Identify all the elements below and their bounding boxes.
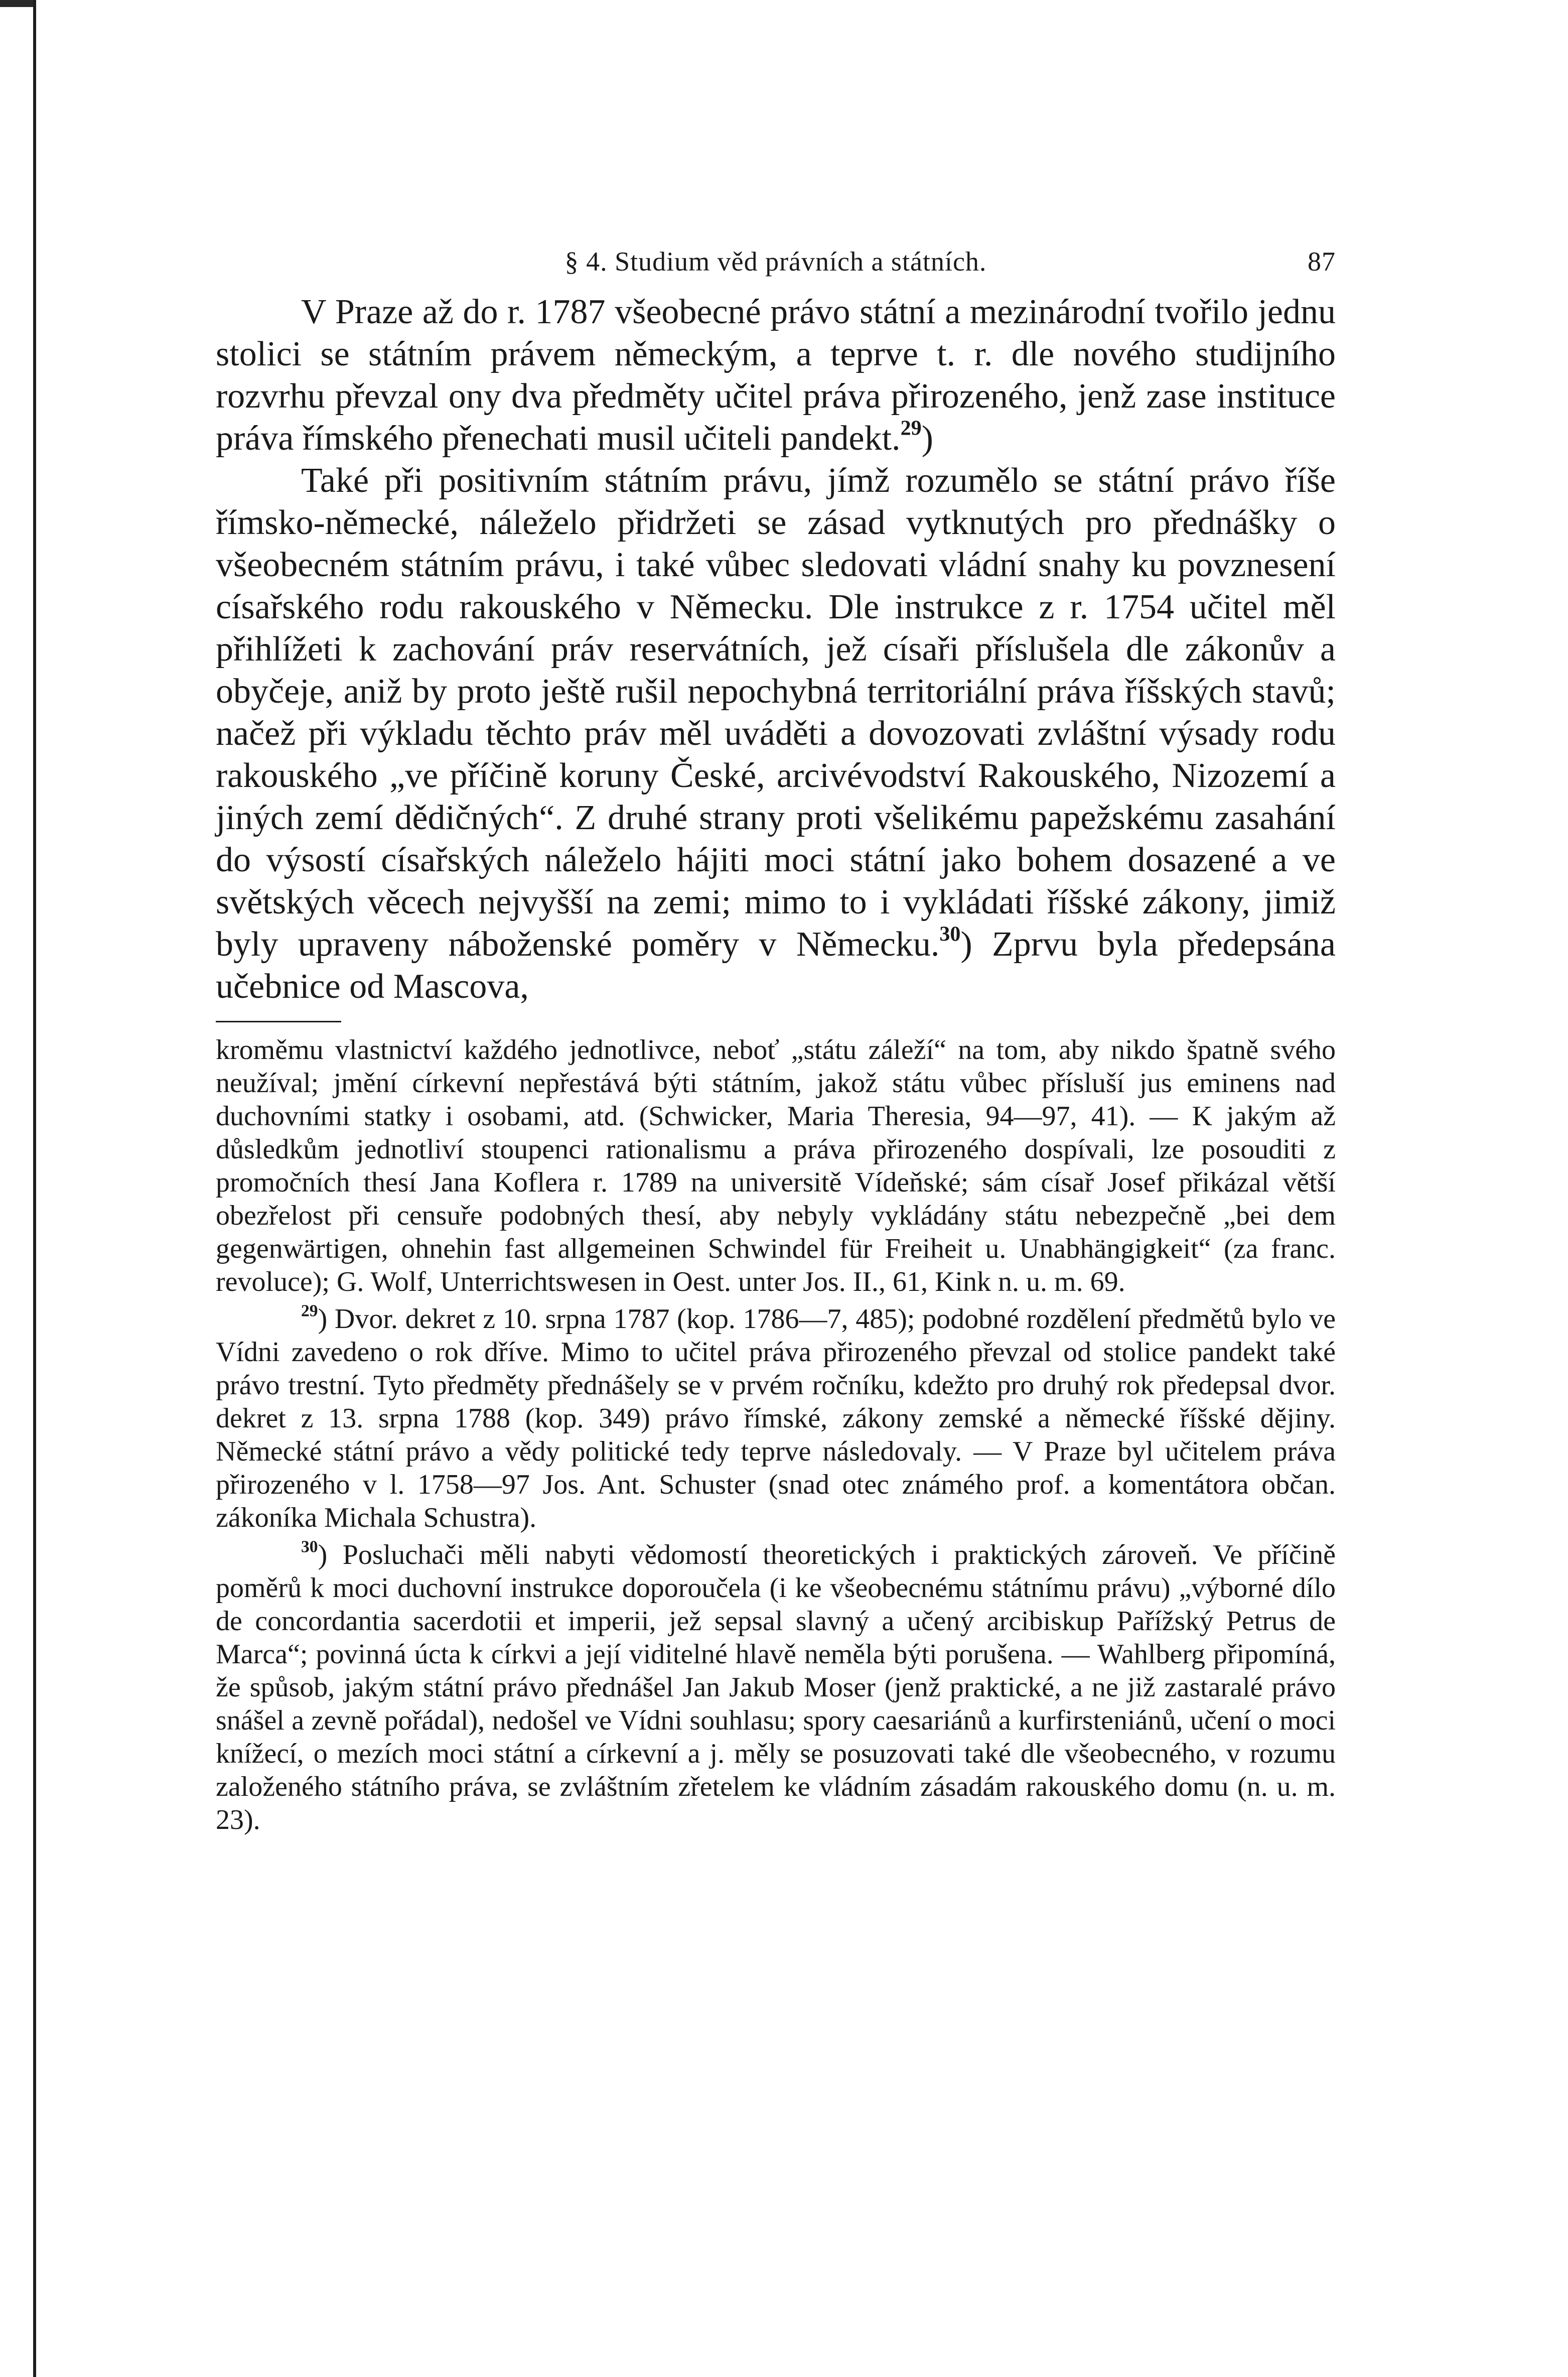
footnote-29 — [216, 1302, 1336, 1534]
book-page — [216, 236, 1336, 1836]
footnote-30-text: ) Posluchači měli nabyti vědomostí theoretických i praktických zároveň. Ve příčině poměrů k moci duchovní instrukce doporoučela (i ke všeobecnému státnímu právu) „výborné dílo de concordantia sacerdotii et imperii, jež sepsal slavný a učený arcibiskup Pařížský Petrus de Marca“; povinná úcta k církvi a její viditelné hlavě neměla býti porušena. — Wahlberg připomíná, že spůsob, jakým státní právo přednášel Jan Jakub Moser (jenž praktické, a ne již zastaralé právo snášel a zevně pořádal), nedošel ve Vídni souhlasu; spory caesariánů a kurfirsteniánů, učení o moci knížecí, o mezích moci státní a církevní a j. měly se posuzovati také dle všeobecného, v rozumu založeného státního práva, se zvláštním zřetelem ke vládním zásadám rakouského domu (n. u. m. 23). — [216, 1539, 1336, 1835]
main-text — [216, 291, 1336, 1008]
footnote-29-text: ) Dvor. dekret z 10. srpna 1787 (kop. 1786—7, 485); podobné rozdělení předmětů bylo ve Vídni zavedeno o rok dříve. Mimo to učitel práva přirozeného převzal od stolice pandekt také právo trestní. Tyto předměty přednášely se v prvém ročníku, kdežto pro druhý rok předepsal dvor. dekret z 13. srpna 1788 (kop. 349) právo římské, zákony zemské a německé říšské dějiny. Německé státní právo a vědy politické tedy teprve následovaly. — V Praze byl učitelem práva přirozeného v l. 1758—97 Jos. Ant. Schuster (snad otec známého prof. a komentátora občan. zákoníka Michala Schustra). — [216, 1303, 1336, 1533]
paragraph-2 — [216, 460, 1336, 1008]
footnote-30 — [216, 1538, 1336, 1836]
paragraph-1 — [216, 291, 1336, 460]
footnotes — [216, 1033, 1336, 1836]
section-title: § 4. Studium věd právních a státních. — [564, 246, 987, 277]
footnote-30-marker: 30 — [301, 1537, 318, 1556]
footnote-29-marker: 29 — [301, 1301, 318, 1320]
scan-edge-top — [0, 0, 36, 7]
footnote-divider — [216, 1021, 341, 1022]
page-number: 87 — [1308, 246, 1336, 277]
footnote-ref-30: 30 — [939, 922, 961, 946]
footnote-ref-29: 29 — [900, 417, 922, 440]
paragraph-1-text: V Praze až do r. 1787 všeobecné právo státní a mezinárodní tvořilo jednu stolici se státním právem německým, a teprve t. r. dle nového studijního rozvrhu převzal ony dva předměty učitel práva přirozeného, jenž zase instituce práva římského přenechati musil učiteli pandekt. — [216, 293, 1336, 458]
footnote-continued: kroměmu vlastnictví každého jednotlivce, neboť „státu záleží“ na tom, aby nikdo špatně svého neužíval; jmění církevní nepřestává býti státním, jakož státu vůbec přísluší jus eminens nad duchovními statky i osobami, atd. (Schwicker, Maria Theresia, 94—97, 41). — K jakým až důsledkům jednotliví stoupenci rationalismu a práva přirozeného dospívali, lze posouditi z promočních thesí Jana Koflera r. 1789 na universitě Vídeňské; sám císař Josef přikázal větší obezřelost při censuře podobných thesí, aby nebyly vykládány státu nebezpečně „bei dem gegenwärtigen, ohnehin fast allgemeinen Schwindel für Freiheit u. Unabhängigkeit“ (za franc. revoluce); G. Wolf, Unterrichtswesen in Oest. unter Jos. II., 61, Kink n. u. m. 69. — [216, 1034, 1336, 1297]
paragraph-2-text-continued: ) Zprvu byla předepsána učebnice od Mascova, — [216, 925, 1336, 1006]
paragraph-1-ref-close: ) — [921, 419, 933, 458]
scan-border — [33, 0, 36, 2377]
running-head — [216, 236, 1336, 291]
paragraph-2-text: Také při positivním státním právu, jímž rozumělo se státní právo říše římsko-německé, náleželo přidržeti se zásad vytknutých pro přednášky o všeobecném státním právu, i také vůbec sledovati vládní snahy ku povznesení císařského rodu rakouského v Německu. Dle instrukce z r. 1754 učitel měl přihlížeti k zachování práv reservátních, jež císaři příslušela dle zákonův a obyčeje, aniž by proto ještě rušil nepochybná territoriální práva říšských stavů; načež při výkladu těchto práv měl uváděti a dovozovati zvláštní výsady rodu rakouského „ve příčině koruny České, arcivévodství Rakouského, Nizozemí a jiných zemí dědičných“. Z druhé strany proti všelikému papežskému zasahání do výsostí císařských náleželo hájiti moci státní jako bohem dosazené a ve světských věcech nejvyšší na zemi; mimo to i vykládati říšské zákony, jimiž byly upraveny náboženské poměry v Německu. — [216, 461, 1336, 964]
